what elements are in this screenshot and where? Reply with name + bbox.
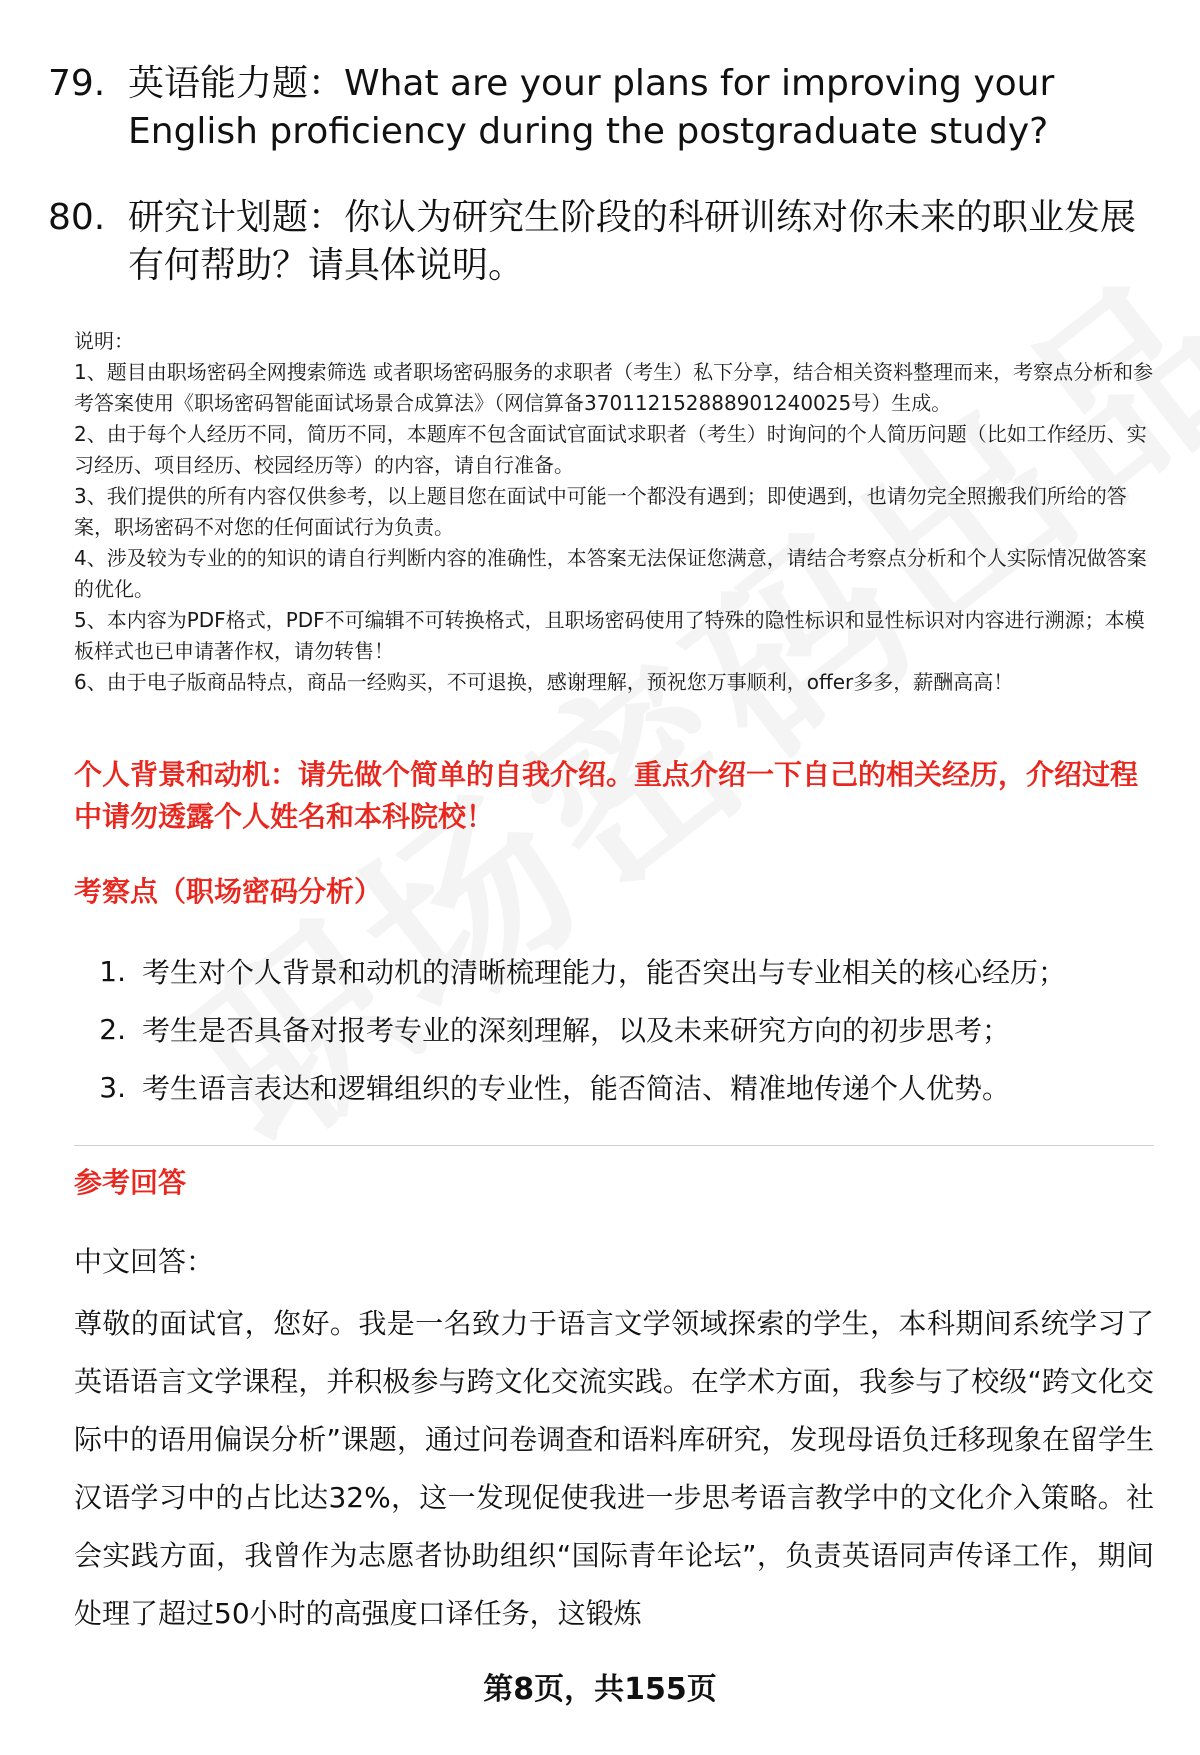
section-question-title: 个人背景和动机：请先做个简单的自我介绍。重点介绍一下自己的相关经历，介绍过程中请勿透露个人姓名和本科院校！ bbox=[74, 758, 1139, 833]
note-item: 1、题目由职场密码全网搜索筛选 或者职场密码服务的求职者（考生）私下分享，结合相关资料整理而来，考察点分析和参考答案使用《职场密码智能面试场景合成算法》（网信算备370112152888901240025号）生成。 bbox=[74, 360, 1154, 415]
point-text: 考生语言表达和逻辑组织的专业性，能否简洁、精准地传递个人优势。 bbox=[142, 1072, 1011, 1105]
point-number: 3. bbox=[99, 1070, 126, 1104]
note-item: 2、由于每个人经历不同，简历不同，本题库不包含面试官面试求职者（考生）时询问的个人简历问题（比如工作经历、实习经历、项目经历、校园经历等）的内容，请自行准备。 bbox=[74, 422, 1147, 477]
point-text: 考生是否具备对报考专业的深刻理解，以及未来研究方向的初步思考； bbox=[142, 1014, 1011, 1047]
analysis-point bbox=[74, 1000, 1154, 1058]
question-text: 英语能力题：What are your plans for improving your English proficiency during the postgraduate study? bbox=[128, 63, 1055, 152]
analysis-heading: 考察点（职场密码分析） bbox=[74, 875, 383, 908]
note-item: 3、我们提供的所有内容仅供参考，以上题目您在面试中可能一个都没有遇到；即使遇到，也请勿完全照搬我们所给的答案，职场密码不对您的任何面试行为负责。 bbox=[74, 484, 1127, 539]
answer-heading: 参考回答 bbox=[74, 1166, 187, 1199]
answer-language-label: 中文回答： bbox=[74, 1245, 215, 1278]
question-number: 80. bbox=[48, 197, 106, 238]
point-number: 2. bbox=[99, 1012, 126, 1046]
analysis-point bbox=[74, 942, 1154, 1000]
section-divider bbox=[74, 1145, 1154, 1146]
question-80 bbox=[48, 194, 1148, 290]
question-79 bbox=[48, 60, 1148, 156]
disclaimer-notes bbox=[74, 326, 1154, 698]
point-text: 考生对个人背景和动机的清晰梳理能力，能否突出与专业相关的核心经历； bbox=[142, 956, 1067, 989]
analysis-point bbox=[74, 1058, 1154, 1116]
note-item: 5、本内容为PDF格式，PDF不可编辑不可转换格式，且职场密码使用了特殊的隐性标识和显性标识对内容进行溯源；本模板样式也已申请著作权，请勿转售！ bbox=[74, 608, 1145, 663]
question-text: 研究计划题：你认为研究生阶段的科研训练对你未来的职业发展有何帮助？请具体说明。 bbox=[128, 197, 1137, 286]
question-number: 79. bbox=[48, 63, 106, 104]
page-footer: 第8页，共155页 bbox=[483, 1672, 717, 1707]
note-item: 4、涉及较为专业的的知识的请自行判断内容的准确性，本答案无法保证您满意，请结合考察点分析和个人实际情况做答案的优化。 bbox=[74, 546, 1147, 601]
analysis-points bbox=[74, 942, 1154, 1116]
notes-heading: 说明： bbox=[74, 329, 134, 353]
answer-body: 尊敬的面试官，您好。我是一名致力于语言文学领域探索的学生，本科期间系统学习了英语语言文学课程，并积极参与跨文化交流实践。在学术方面，我参与了校级“跨文化交际中的语用偏误分析”课题，通过问卷调查和语料库研究，发现母语负迁移现象在留学生汉语学习中的占比达32%，这一发现促使我进一步思考语言教学中的文化介入策略。社会实践方面，我曾作为志愿者协助组织“国际青年论坛”，负责英语同声传译工作，期间处理了超过50小时的高强度口译任务，这锻炼 bbox=[74, 1307, 1154, 1630]
point-number: 1. bbox=[99, 954, 126, 988]
note-item: 6、由于电子版商品特点，商品一经购买，不可退换，感谢理解，预祝您万事顺利，offer多多，薪酬高高！ bbox=[74, 670, 1014, 694]
